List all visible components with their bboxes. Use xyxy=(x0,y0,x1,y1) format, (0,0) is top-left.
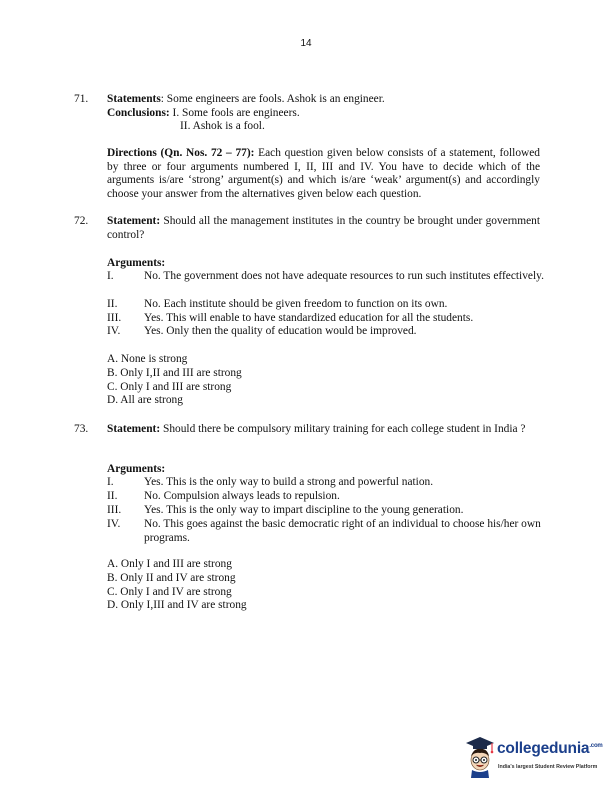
argument-number: III. xyxy=(107,312,122,324)
argument-number: I. xyxy=(107,270,114,282)
argument-text: Yes. This is the only way to build a strong and powerful nation. xyxy=(144,476,434,488)
option-a: A. Only I and III are strong xyxy=(107,558,232,570)
argument-number: II. xyxy=(107,298,118,310)
question-73-statement xyxy=(107,423,540,437)
option-b: B. Only II and IV are strong xyxy=(107,571,236,584)
statement-label: Statement: xyxy=(107,423,161,435)
mascot-icon xyxy=(462,734,498,778)
argument-text: No. This goes against the basic democratic right of an individual to choose his/her own programs. xyxy=(144,518,541,544)
question-72-number: 72. xyxy=(74,215,89,227)
option-c: C. Only I and III are strong xyxy=(107,380,232,393)
option-d: D. Only I,III and IV are strong xyxy=(107,599,247,612)
question-72-statement xyxy=(107,215,540,242)
logo-wordmark: collegedunia$^{.com}$ xyxy=(497,740,603,758)
statement-label: Statement: xyxy=(107,215,161,227)
argument-number: IV. xyxy=(107,325,121,337)
statements-text: : Some engineers are fools. Ashok is an engineer. xyxy=(160,93,385,105)
argument-row xyxy=(107,270,547,284)
argument-number: II. xyxy=(107,490,118,502)
question-72-options xyxy=(107,353,242,408)
argument-row xyxy=(107,312,547,326)
argument-text: Yes. Only then the quality of education would be improved. xyxy=(144,325,417,337)
question-71-statements xyxy=(107,93,540,107)
logo-tagline: India's largest Student Review Platform xyxy=(498,764,598,770)
conclusion-2: II. Ashok is a fool. xyxy=(180,120,265,132)
argument-text: No. The government does not have adequate resources to run such institutes effectively. xyxy=(144,270,544,282)
argument-text: Yes. This is the only way to impart discipline to the young generation. xyxy=(144,504,464,516)
argument-number: III. xyxy=(107,504,122,516)
argument-row xyxy=(107,298,547,312)
statement-text: Should there be compulsory military training for each college student in India ? xyxy=(160,423,526,435)
option-c: C. Only I and IV are strong xyxy=(107,585,232,598)
option-b: B. Only I,II and III are strong xyxy=(107,366,242,379)
argument-row xyxy=(107,518,547,544)
option-d: D. All are strong xyxy=(107,394,183,407)
question-71-number: 71. xyxy=(74,93,89,105)
argument-row xyxy=(107,504,547,518)
collegedunia-logo xyxy=(462,734,602,778)
argument-row xyxy=(107,325,547,339)
argument-row xyxy=(107,490,547,504)
argument-number: IV. xyxy=(107,518,121,530)
argument-text: Yes. This will enable to have standardized education for all the students. xyxy=(144,312,474,324)
directions-label: Directions (Qn. Nos. 72 – 77): xyxy=(107,147,255,159)
option-a: A. None is strong xyxy=(107,353,188,365)
question-72-arguments-heading: Arguments: xyxy=(107,257,166,269)
conclusion-1: I. Some fools are engineers. xyxy=(172,107,300,119)
argument-row xyxy=(107,476,547,490)
argument-text: No. Each institute should be given freedom to function on its own. xyxy=(144,298,448,310)
statement-text: Should all the management institutes in the country be brought under government control? xyxy=(107,215,540,241)
statements-label: Statements xyxy=(107,93,161,105)
argument-number: I. xyxy=(107,476,114,488)
question-71-conclusions xyxy=(107,107,300,121)
directions-paragraph xyxy=(107,147,540,201)
page-number: 14 xyxy=(300,38,312,49)
directions-text: Each question given below consists of a statement, followed by three or four arguments numbered I, II, III and IV. You have to decide which of the arguments is/are ‘strong’ argument(s) and which is/are ‘weak’ argument(s) and accordingly choose your answer from the alternatives given below each question. xyxy=(107,147,540,200)
question-73-number: 73. xyxy=(74,423,89,435)
argument-text: No. Compulsion always leads to repulsion. xyxy=(144,490,340,502)
conclusions-label: Conclusions: xyxy=(107,107,170,119)
question-73-arguments-heading: Arguments: xyxy=(107,463,166,475)
question-73-options xyxy=(107,558,247,613)
